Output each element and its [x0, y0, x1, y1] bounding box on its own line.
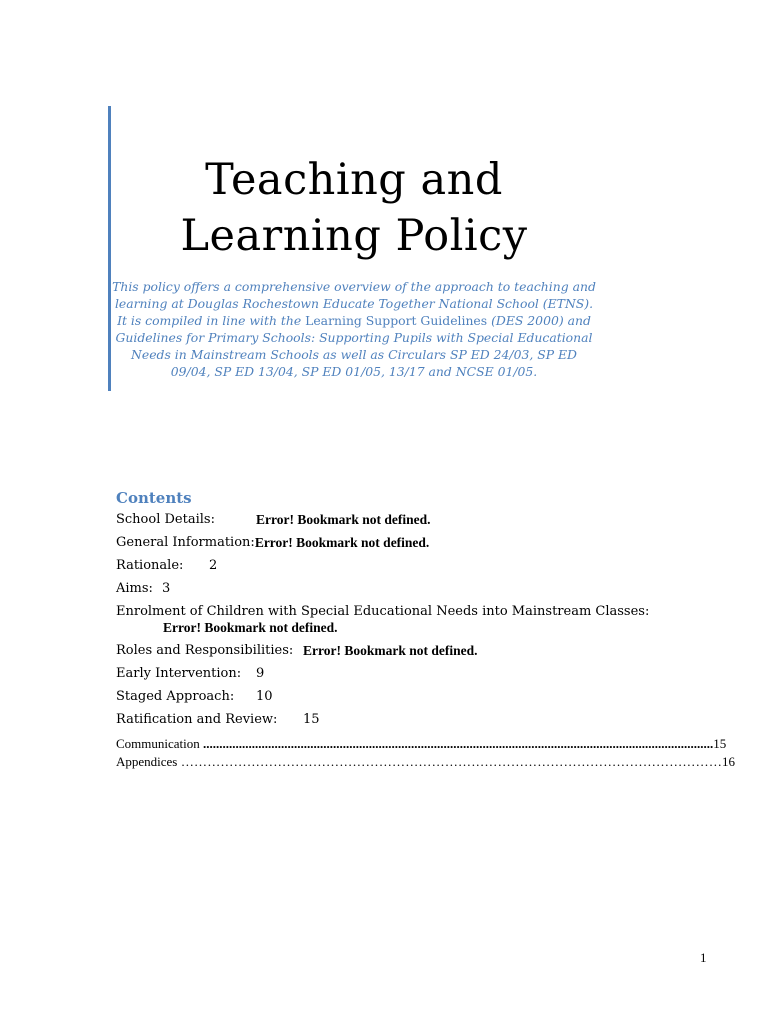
toc-entry-label: Early Intervention:: [116, 666, 242, 681]
toc-entry-page: 2: [209, 558, 218, 573]
toc-entry-school-details[interactable]: [116, 512, 661, 535]
toc-entry-label: General Information:: [116, 535, 255, 550]
toc-entry-ratification[interactable]: [116, 712, 661, 735]
toc-entry-ref: Error! Bookmark not defined.: [256, 512, 431, 527]
abstract-guidelines-title: Learning Support Guidelines: [305, 313, 488, 328]
toc-entry-label: Rationale:: [116, 558, 184, 573]
toc-entry-label: Appendices: [116, 754, 178, 769]
toc-entry-label: Ratification and Review:: [116, 712, 278, 727]
toc-entry-general-information[interactable]: [116, 535, 661, 558]
toc-entry-page: 9: [256, 666, 265, 681]
toc-entry-enrolment[interactable]: [116, 604, 661, 636]
toc-entry-early-intervention[interactable]: [116, 666, 661, 689]
toc-entry-page: 15: [303, 712, 320, 727]
toc-entry-page: 16: [722, 754, 736, 769]
contents-heading: Contents: [116, 489, 192, 507]
toc-entry-appendices[interactable]: [116, 753, 736, 771]
cover-accent-rule: [108, 106, 111, 391]
toc-entry-label: Staged Approach:: [116, 689, 235, 704]
toc-entry-page: 15: [713, 736, 727, 751]
title-line-1: Teaching and: [205, 155, 503, 205]
cover-abstract: [112, 278, 596, 380]
toc-entry-ref: Error! Bookmark not defined.: [163, 620, 338, 635]
toc-entry-ref: Error! Bookmark not defined.: [303, 643, 478, 658]
toc-entry-aims[interactable]: [116, 581, 661, 604]
abstract-text-1: This policy offers a comprehensive overview of the approach to teaching and learning at Douglas Rochestown Educate Together National School (ETNS). It is compiled in line with the: [112, 279, 596, 328]
toc-entry-communication[interactable]: [116, 735, 727, 753]
abstract-text-2: (DES 2000) and Guidelines for Primary Schools: Supporting Pupils with Special Educational Needs in Mainstream Schools as well as Circulars SP ED 24/03, SP ED 09/04, SP ED 13/04, SP ED 01/05, 13/17 and NCSE 01/05.: [115, 313, 593, 379]
page-title: [112, 152, 596, 264]
toc-entry-label: Enrolment of Children with Special Educational Needs into Mainstream Classes:: [116, 604, 650, 619]
toc-entry-page: 10: [256, 689, 273, 704]
toc-entry-label: Communication: [116, 736, 200, 751]
toc-leader-dots: .............................................................................................................................................................: [199, 736, 714, 751]
title-line-2: Learning Policy: [180, 211, 528, 261]
toc-entry-page: 3: [162, 581, 171, 596]
toc-entry-roles[interactable]: [116, 643, 661, 666]
toc-entry-label: Aims:: [116, 581, 153, 596]
toc-entry-label: School Details:: [116, 512, 215, 527]
toc-leader-dots: ……………………………………………………………………………………………………………: [177, 754, 723, 769]
toc-entry-ref: Error! Bookmark not defined.: [254, 535, 430, 550]
page-number: 1: [700, 950, 707, 965]
toc-entry-staged-approach[interactable]: [116, 689, 661, 712]
toc-entry-rationale[interactable]: [116, 558, 661, 581]
toc-entry-label: Roles and Responsibilities:: [116, 643, 294, 658]
table-of-contents: [116, 512, 736, 771]
